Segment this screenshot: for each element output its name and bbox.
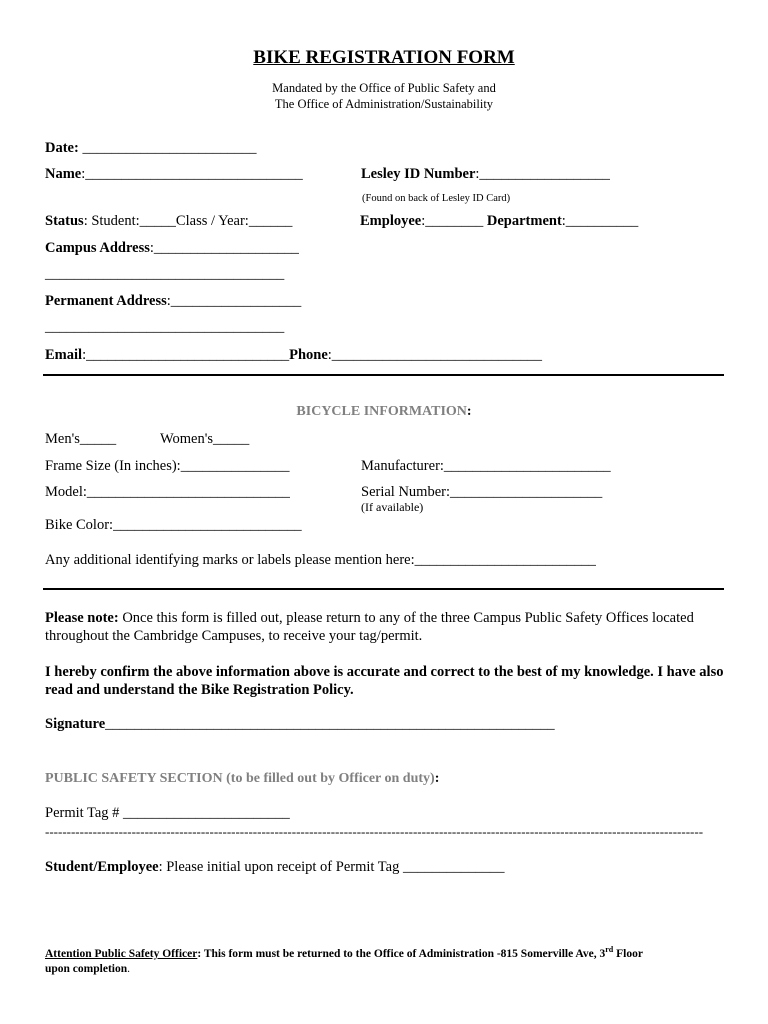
- initial-receipt-label: Student/Employee: [45, 859, 159, 875]
- permanent-address-line-2[interactable]: _________________________________: [45, 319, 285, 335]
- lesley-id-note: (Found on back of Lesley ID Card): [362, 193, 511, 204]
- name-label: Name: [45, 166, 82, 182]
- phone-blank: :_____________________________: [327, 347, 543, 363]
- section-divider-2: [43, 588, 724, 590]
- employee-department-field[interactable]: [360, 214, 638, 230]
- womens-field[interactable]: Women's_____: [160, 431, 250, 447]
- email-phone-field[interactable]: [45, 348, 542, 364]
- status-label: Status: [45, 213, 84, 229]
- permanent-address-field[interactable]: [45, 294, 301, 310]
- signature-blank: ______________________________________________________________: [105, 716, 555, 732]
- footer-text-end: Floor: [613, 948, 643, 960]
- campus-address-line-2[interactable]: _________________________________: [45, 266, 285, 282]
- manufacturer-field[interactable]: Manufacturer:_______________________: [361, 458, 611, 474]
- please-note-text: Once this form is filled out, please return to any of the three Campus Public Safety Offices located throughout the Cambridge Campuses, to receive your tag/permit.: [45, 610, 694, 644]
- please-note-label: Please note:: [45, 610, 119, 626]
- frame-size-field[interactable]: Frame Size (In inches):_______________: [45, 458, 290, 474]
- model-field[interactable]: Model:____________________________: [45, 484, 290, 500]
- permit-tag-field[interactable]: Permit Tag # _______________________: [45, 805, 290, 821]
- mens-field[interactable]: Men's_____: [45, 431, 117, 447]
- signature-label: Signature: [45, 716, 106, 732]
- footer-line-2-text: upon completion: [45, 963, 128, 975]
- bicycle-info-heading-text: BICYCLE INFORMATION: [296, 404, 467, 419]
- serial-number-note: (If available): [361, 500, 424, 514]
- footer-attention-label: Attention Public Safety Officer: [45, 948, 198, 960]
- confirmation-statement: I hereby confirm the above information above is accurate and correct to the best of my knowledge. I have also read and understand the Bike Registration Policy.: [45, 664, 724, 698]
- campus-address-blank: :____________________: [149, 240, 299, 256]
- initial-receipt-text: : Please initial upon receipt of Permit Tag ______________: [158, 859, 505, 875]
- email-label: Email: [45, 347, 83, 363]
- email-blank: :____________________________: [82, 347, 290, 363]
- serial-number-field[interactable]: Serial Number:_____________________: [361, 484, 603, 500]
- name-blank: :______________________________: [81, 166, 303, 182]
- form-title: BIKE REGISTRATION FORM: [253, 47, 515, 68]
- subtitle-line-1: Mandated by the Office of Public Safety and: [272, 81, 496, 95]
- lesley-id-field[interactable]: [361, 167, 610, 183]
- status-field[interactable]: [45, 214, 292, 230]
- public-safety-heading: [45, 771, 439, 786]
- section-divider-1: [43, 374, 724, 376]
- name-field[interactable]: [45, 167, 303, 183]
- subtitle-line-2: The Office of Administration/Sustainability: [274, 97, 494, 111]
- identifying-marks-field[interactable]: Any additional identifying marks or labels please mention here:_________________________: [45, 552, 596, 568]
- footer-text: : This form must be returned to the Office of Administration -815 Somerville Ave, 3: [197, 948, 606, 960]
- permanent-address-blank: :__________________: [166, 293, 302, 309]
- public-safety-heading-text: PUBLIC SAFETY SECTION (to be filled out by Officer on duty): [45, 771, 435, 786]
- date-label: Date:: [45, 140, 79, 156]
- public-safety-heading-colon: :: [434, 771, 440, 786]
- employee-blank: :________: [421, 213, 484, 229]
- footer-line-1: [45, 945, 643, 961]
- employee-label: Employee: [360, 213, 422, 229]
- footer-period: .: [127, 963, 130, 975]
- date-blank: ________________________: [78, 140, 257, 156]
- signature-field[interactable]: [45, 717, 555, 733]
- bicycle-info-heading: [0, 404, 768, 419]
- phone-label: Phone: [289, 347, 328, 363]
- permanent-address-label: Permanent Address: [45, 293, 167, 309]
- cut-line-divider: --------------------------------------------------------------------------------------------------------------------------------------------------------: [45, 824, 704, 839]
- status-blanks: : Student:_____Class / Year:______: [83, 213, 293, 229]
- footer-line-2: [45, 963, 130, 976]
- bicycle-info-heading-colon: :: [466, 404, 472, 419]
- department-blank: :__________: [561, 213, 639, 229]
- department-label: Department: [486, 213, 562, 229]
- campus-address-field[interactable]: [45, 241, 299, 257]
- campus-address-label: Campus Address: [45, 240, 150, 256]
- lesley-id-label: Lesley ID Number: [361, 166, 476, 182]
- footer-superscript: rd: [605, 945, 614, 955]
- please-note-paragraph: [45, 609, 725, 645]
- initial-receipt-field[interactable]: [45, 860, 504, 876]
- lesley-id-blank: :__________________: [475, 166, 610, 182]
- date-field[interactable]: [45, 141, 256, 157]
- bike-color-field[interactable]: Bike Color:__________________________: [45, 517, 302, 533]
